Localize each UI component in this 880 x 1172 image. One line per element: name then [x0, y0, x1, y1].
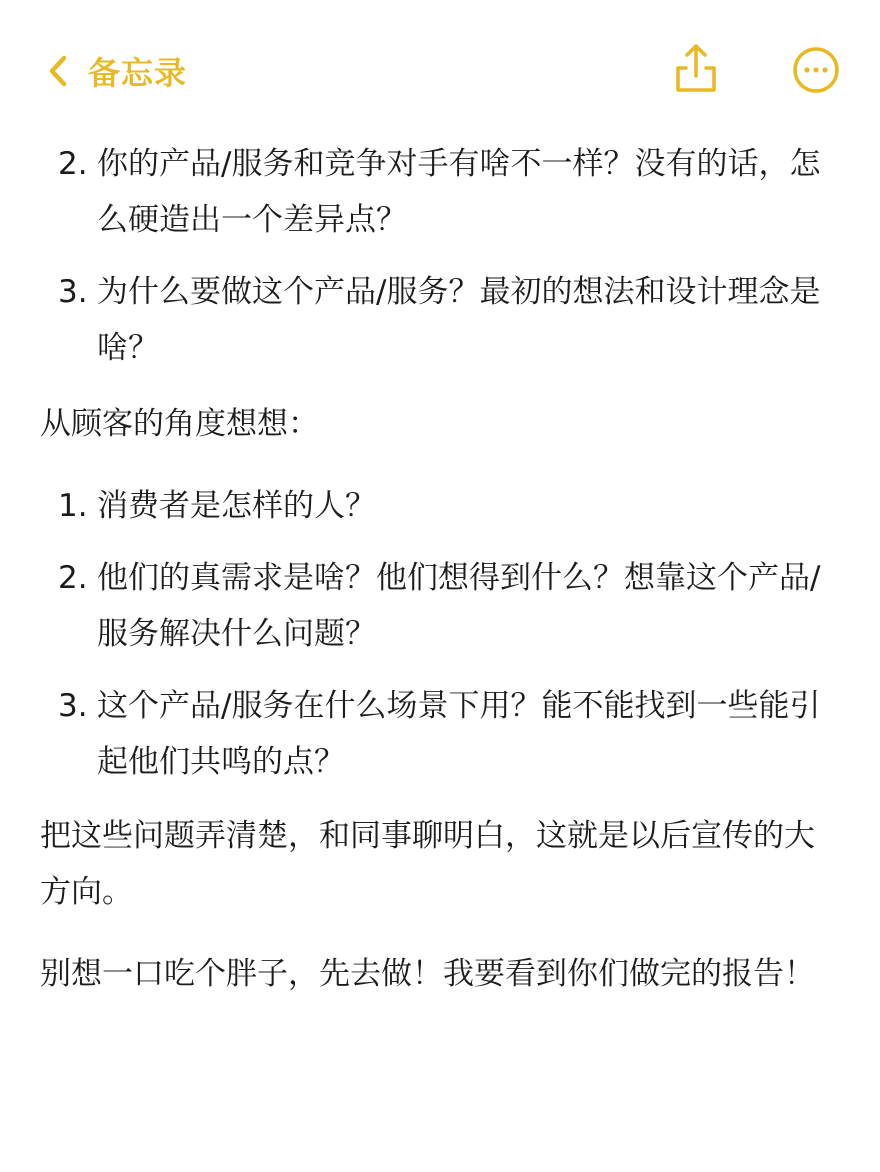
- ordered-list: [40, 136, 840, 376]
- list-item-text: 他们的真需求是啥？他们想得到什么？想靠这个产品/服务解决什么问题？: [97, 560, 821, 652]
- note-body[interactable]: [40, 136, 840, 1028]
- ordered-list: [40, 478, 840, 790]
- share-icon: [672, 81, 720, 100]
- list-item: [40, 550, 840, 662]
- back-label: 备忘录: [88, 54, 188, 92]
- list-number: 2.: [58, 146, 88, 182]
- navigation-bar: [0, 0, 880, 130]
- list-number: 3.: [58, 274, 88, 310]
- list-item-text: 这个产品/服务在什么场景下用？能不能找到一些能引起他们共鸣的点？: [97, 688, 821, 780]
- list-item: [40, 136, 840, 248]
- chevron-left-icon: [48, 55, 68, 87]
- more-icon: [792, 79, 840, 98]
- list-item: [40, 678, 840, 790]
- share-button[interactable]: [672, 40, 720, 96]
- paragraph: 把这些问题弄清楚，和同事聊明白，这就是以后宣传的大方向。: [40, 818, 815, 910]
- list-number: 2.: [58, 560, 88, 596]
- more-button[interactable]: [792, 46, 840, 94]
- paragraph: 别想一口吃个胖子，先去做！我要看到你们做完的报告！: [40, 956, 815, 992]
- list-item-text: 为什么要做这个产品/服务？最初的想法和设计理念是啥？: [97, 274, 821, 366]
- back-button[interactable]: [48, 46, 187, 96]
- list-item-text: 你的产品/服务和竞争对手有啥不一样？没有的话，怎么硬造出一个差异点？: [97, 146, 821, 238]
- list-item-text: 消费者是怎样的人？: [97, 488, 376, 524]
- list-number: 3.: [58, 688, 88, 724]
- list-item: [40, 264, 840, 376]
- list-item: [40, 478, 840, 534]
- list-number: 1.: [58, 488, 88, 524]
- section-heading: 从顾客的角度想想：: [40, 406, 319, 442]
